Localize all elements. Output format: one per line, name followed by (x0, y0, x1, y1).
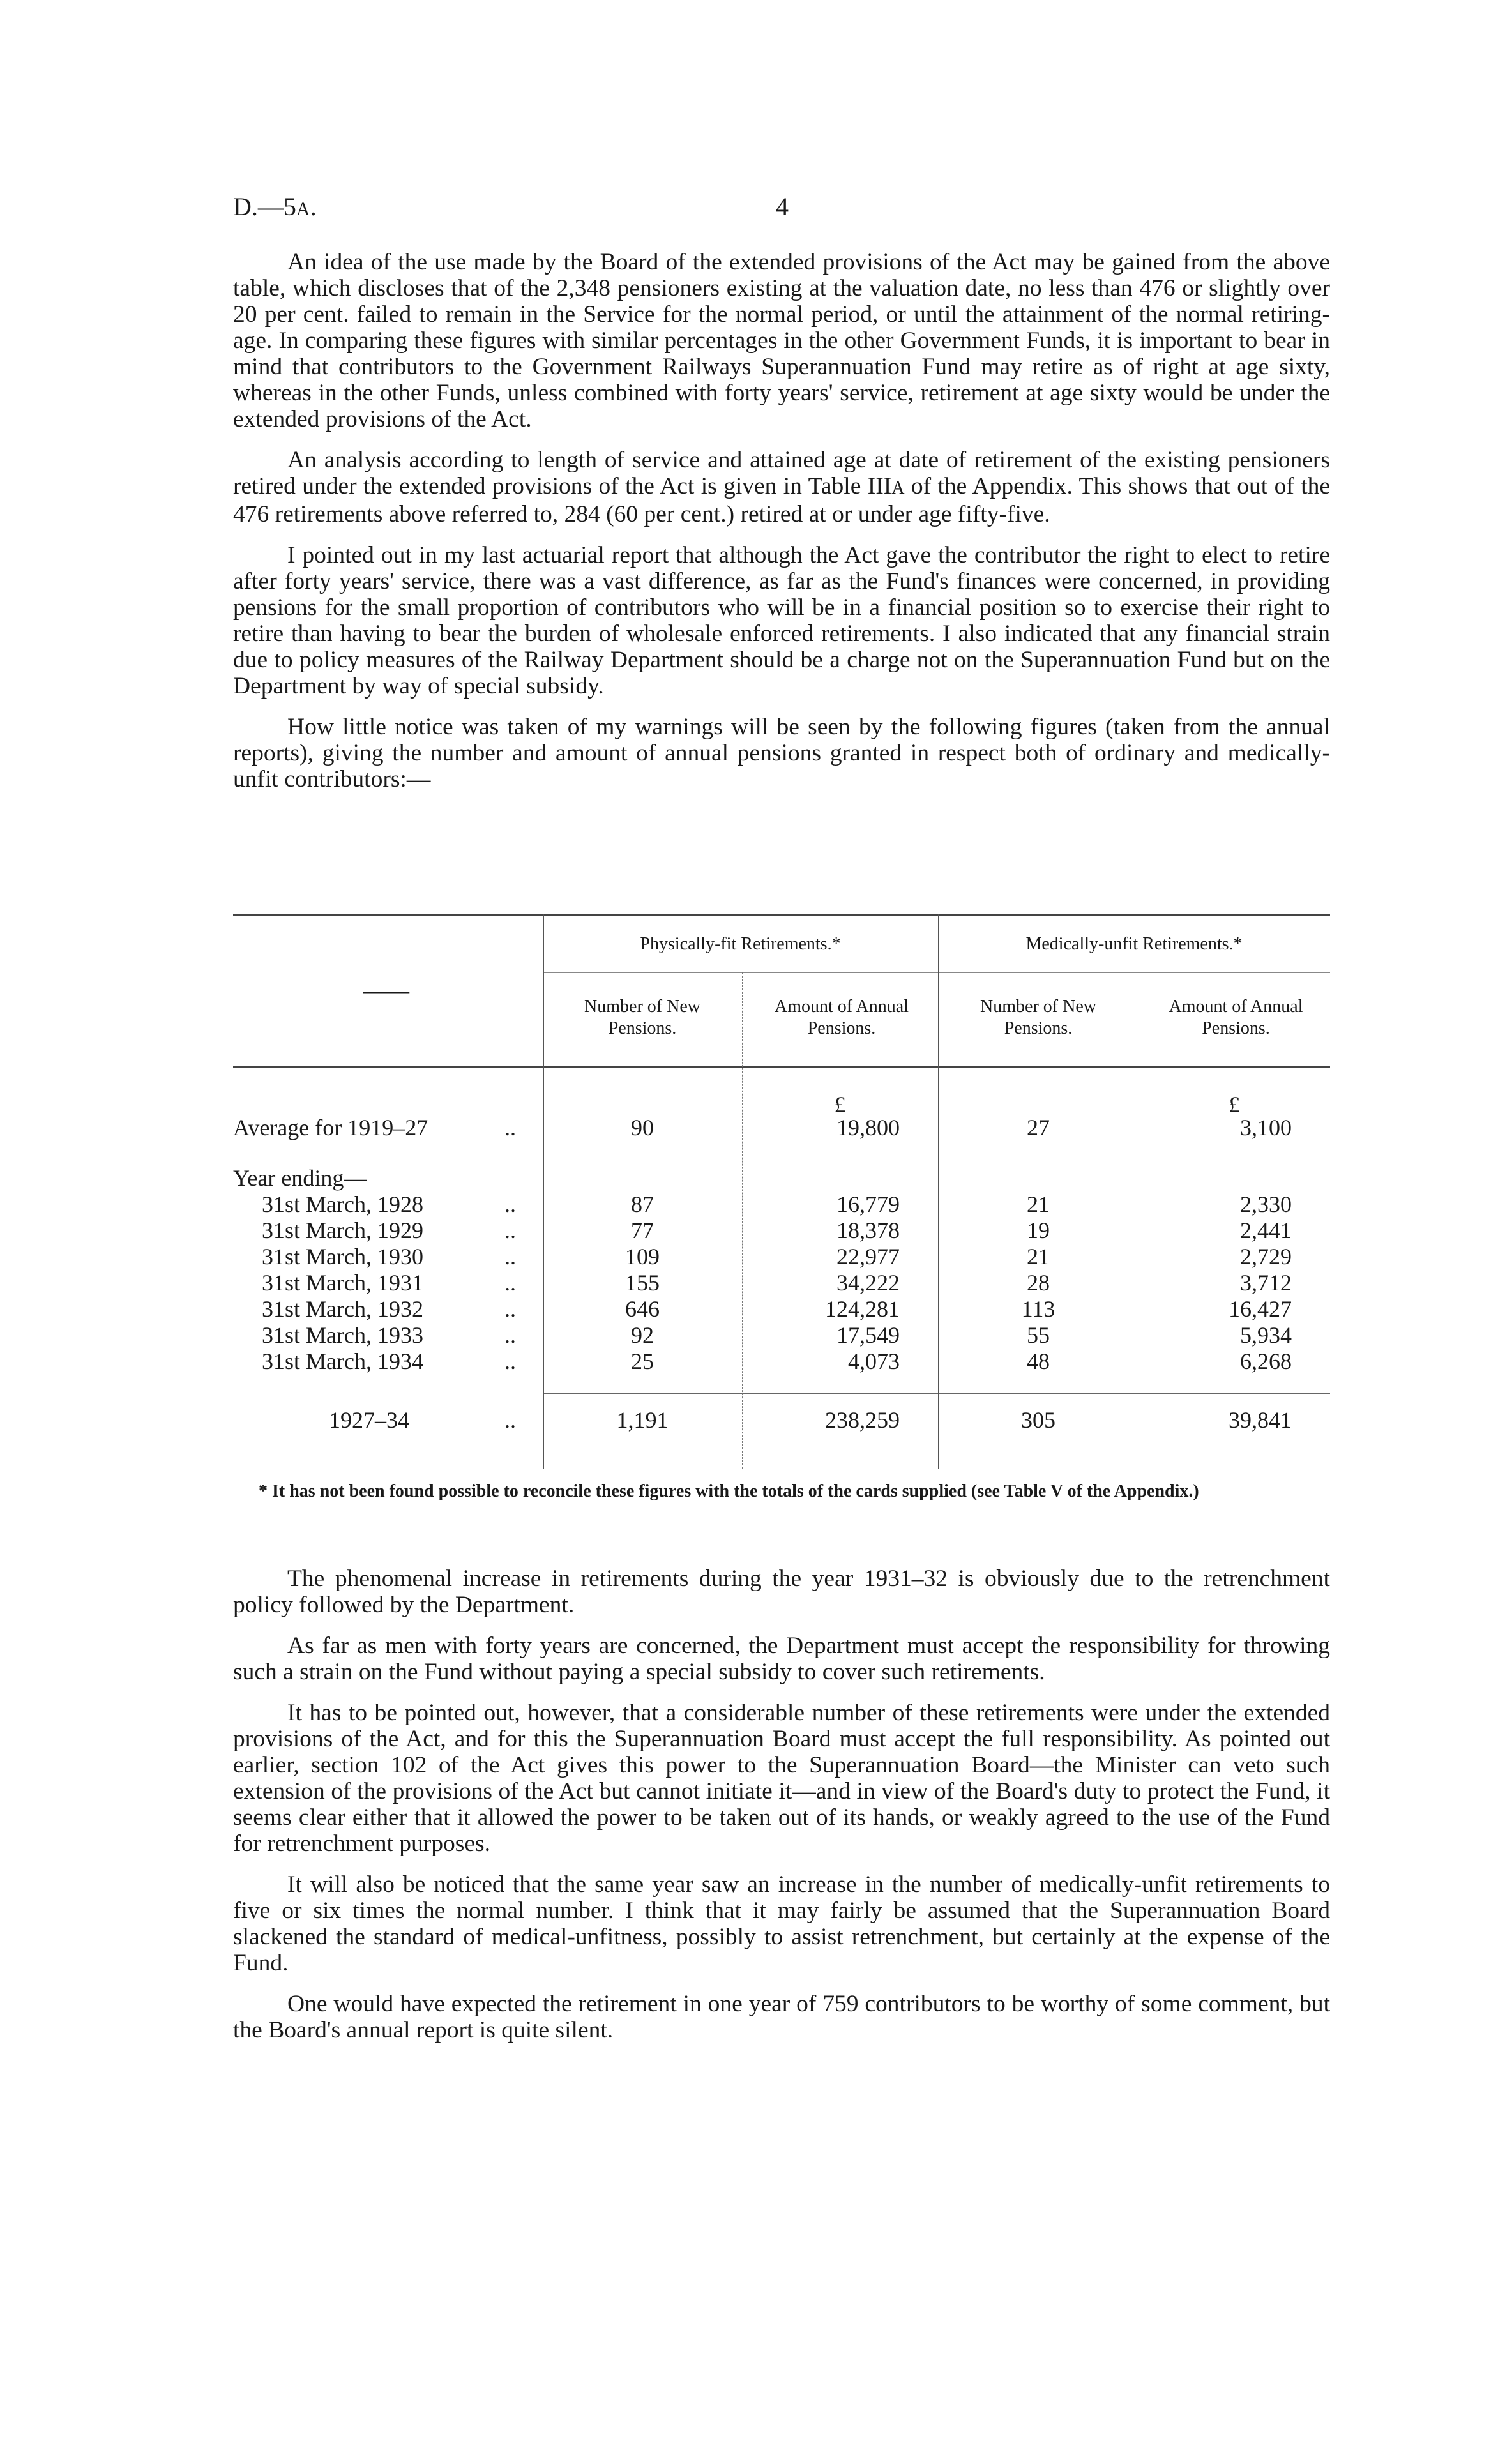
paragraph: An idea of the use made by the Board of the extended provisions of the Act may be gained from the above table, which discloses that of the 2,348 pensioners existing at the valuation date, no less than 476 or slightly over 20 per cent. failed to remain in the Service for the normal period, or until the attainment of the normal retiring-age. In comparing these figures with similar percentages in the other Government Funds, it is important to bear in mind that contributors to the Government Railways Superannuation Fund may retire as of right at age sixty, whereas in the other Funds, unless combined with forty years' service, retirement at age sixty would be under the extended provisions of the Act. (233, 249, 1330, 432)
paragraph: The phenomenal increase in retirements during the year 1931–32 is obviously due to the retrenchment policy followed by the Department. (233, 1566, 1330, 1618)
leader-dots: .. (504, 1296, 516, 1322)
table-cell: 92 (631, 1322, 654, 1348)
paragraph: One would have expected the retirement in one year of 759 contributors to be worthy of some comment, but the Board's annual report is quite silent. (233, 1991, 1330, 2043)
paragraph: How little notice was taken of my warnings will be seen by the following figures (taken from the annual reports), giving the number and amount of annual pensions granted in respect both of ordinary and medically-unfit contributors:— (233, 714, 1330, 792)
table-rule-header (233, 1066, 1330, 1068)
table-footnote: * It has not been found possible to reconcile these figures with the totals of the cards supplied (see Table V of the Appendix.) (259, 1481, 1199, 1501)
pensions-table: —— Physically-fit Retirements.* Medically-unfit Retirements.* Number of New Pensions. Amount of Annual Pensions. Number of New Pensions. Amount of Annual Pensions. £ £ Average for 1919–27 .. 90 19,800 27 3,100 Year ending— 31st March, 1928 .. 87 16,779 21 2,330 31st March, 1929 .. 77 18,378 19 2,441 31st March, 1930 .. 109 22,977 21 2,729 31st March, 1931 .. 155 34,222 28 3,712 31st March, 1932 .. 646 124,281 113 16,427 31st March, 1933 .. 92 17,549 55 5,934 31st March, 1934 .. 25 4,073 48 6,268 1927–34 .. 1,191 238,259 305 39,841 (233, 914, 1330, 1471)
document-reference: D.—5A. (233, 192, 317, 221)
group-header-physically-fit: Physically-fit Retirements.* (640, 934, 841, 954)
table-cell: 34,222 (836, 1270, 900, 1296)
table-cell: 646 (625, 1296, 660, 1322)
table-cell: 48 (1027, 1349, 1050, 1374)
col-header-unfit-amount: Amount of Annual Pensions. (1169, 997, 1303, 1038)
paragraph: It has to be pointed out, however, that a considerable number of these retirements were under the extended provisions of the Act, and for this the Superannuation Board must accept the full responsibility. As pointed out earlier, section 102 of the Act gives this power to the Superannuation Board—the Minister can veto such extension of the provisions of the Act but cannot initiate it—and in view of the Board's duty to protect the Fund, it seems clear either that it allowed the power to be taken out of its hands, or weakly agreed to the use of the Fund for retrenchment purposes. (233, 1700, 1330, 1857)
table-cell: 155 (625, 1270, 660, 1296)
table-cell: 22,977 (836, 1244, 900, 1269)
leader-dots: .. (504, 1244, 516, 1269)
leader-dots: .. (504, 1191, 516, 1217)
col-header-unfit-number: Number of New Pensions. (980, 997, 1096, 1038)
leader-dots: .. (504, 1218, 516, 1243)
table-cell: 28 (1027, 1270, 1050, 1296)
leader-dots: .. (504, 1349, 516, 1374)
row-label: 31st March, 1933 (262, 1322, 423, 1348)
paragraph: An analysis according to length of service and attained age at date of retirement of the existing pensioners retired under the extended provisions of the Act is given in Table IIIA of the Appendix. This shows that out of the 476 retirements above referred to, 284 (60 per cent.) retired at or under age fifty-five. (233, 447, 1331, 527)
table-cell: 18,378 (836, 1218, 900, 1243)
col-header-fit-number: Number of New Pensions. (584, 997, 700, 1038)
table-cell: 4,073 (848, 1349, 900, 1374)
page-header (233, 192, 1319, 223)
table-cell: 55 (1027, 1322, 1050, 1348)
leader-dots: .. (504, 1322, 516, 1348)
table-cell: 6,268 (1240, 1349, 1292, 1374)
paragraph: It will also be noticed that the same year saw an increase in the number of medically-unfit retirements to five or six times the normal number. I think that it may fairly be assumed that the Superannuation Board slackened the standard of medical-unfitness, possibly to assist retrenchment, but certainly at the expense of the Fund. (233, 1871, 1330, 1976)
body-text-top (233, 249, 1330, 792)
table-rule-group (543, 972, 1330, 973)
table-cell: 16,779 (836, 1191, 900, 1217)
row-label: 31st March, 1934 (262, 1349, 423, 1374)
row-label: 31st March, 1931 (262, 1270, 423, 1296)
table-cell: 17,549 (836, 1322, 900, 1348)
table-cell: 21 (1027, 1244, 1050, 1269)
currency-unit: £ (1229, 1092, 1240, 1117)
table-cell: 25 (631, 1349, 654, 1374)
row-label: 31st March, 1932 (262, 1296, 423, 1322)
table-cell: 77 (631, 1218, 654, 1243)
table-rule-total (543, 1393, 1330, 1394)
paragraph: As far as men with forty years are concerned, the Department must accept the responsibility for throwing such a strain on the Fund without paying a special subsidy to cover such retirements. (233, 1633, 1330, 1685)
leader-dots: .. (504, 1270, 516, 1296)
table-cell: 5,934 (1240, 1322, 1292, 1348)
body-text-bottom (233, 1566, 1330, 2043)
page-number: 4 (776, 192, 789, 221)
table-cell: 2,729 (1240, 1244, 1292, 1269)
stub-header-dash: —— (363, 978, 409, 1003)
group-header-medically-unfit: Medically-unfit Retirements.* (1025, 934, 1243, 954)
currency-unit: £ (834, 1092, 846, 1117)
paragraph: I pointed out in my last actuarial report that although the Act gave the contributor the right to elect to retire after forty years' service, there was a vast difference, as far as the Fund's finances were concerned, in providing pensions for the small proportion of contributors who will be in a financial position so to exercise their right to retire than having to bear the burden of wholesale enforced retirements. I also indicated that any financial strain due to policy measures of the Railway Department should be a charge not on the Superannuation Fund but on the Department by way of special subsidy. (233, 542, 1330, 699)
row-label: 31st March, 1930 (262, 1244, 423, 1269)
table-cell: 19 (1027, 1218, 1050, 1243)
table-cell: 16,427 (1229, 1296, 1292, 1322)
table-cell: 109 (625, 1244, 660, 1269)
table-cell: 21 (1027, 1191, 1050, 1217)
table-cell: 2,330 (1240, 1191, 1292, 1217)
table-cell: 3,712 (1240, 1270, 1292, 1296)
table-rule-top (233, 914, 1330, 916)
table-cell: 87 (631, 1191, 654, 1217)
year-ending-heading: Year ending— (233, 1165, 367, 1191)
table-cell: 113 (1021, 1296, 1055, 1322)
table-cell: 2,441 (1240, 1218, 1292, 1243)
row-label: 31st March, 1928 (262, 1191, 423, 1217)
table-cell: 124,281 (825, 1296, 900, 1322)
row-label: 31st March, 1929 (262, 1218, 423, 1243)
col-header-fit-amount: Amount of Annual Pensions. (775, 997, 909, 1038)
